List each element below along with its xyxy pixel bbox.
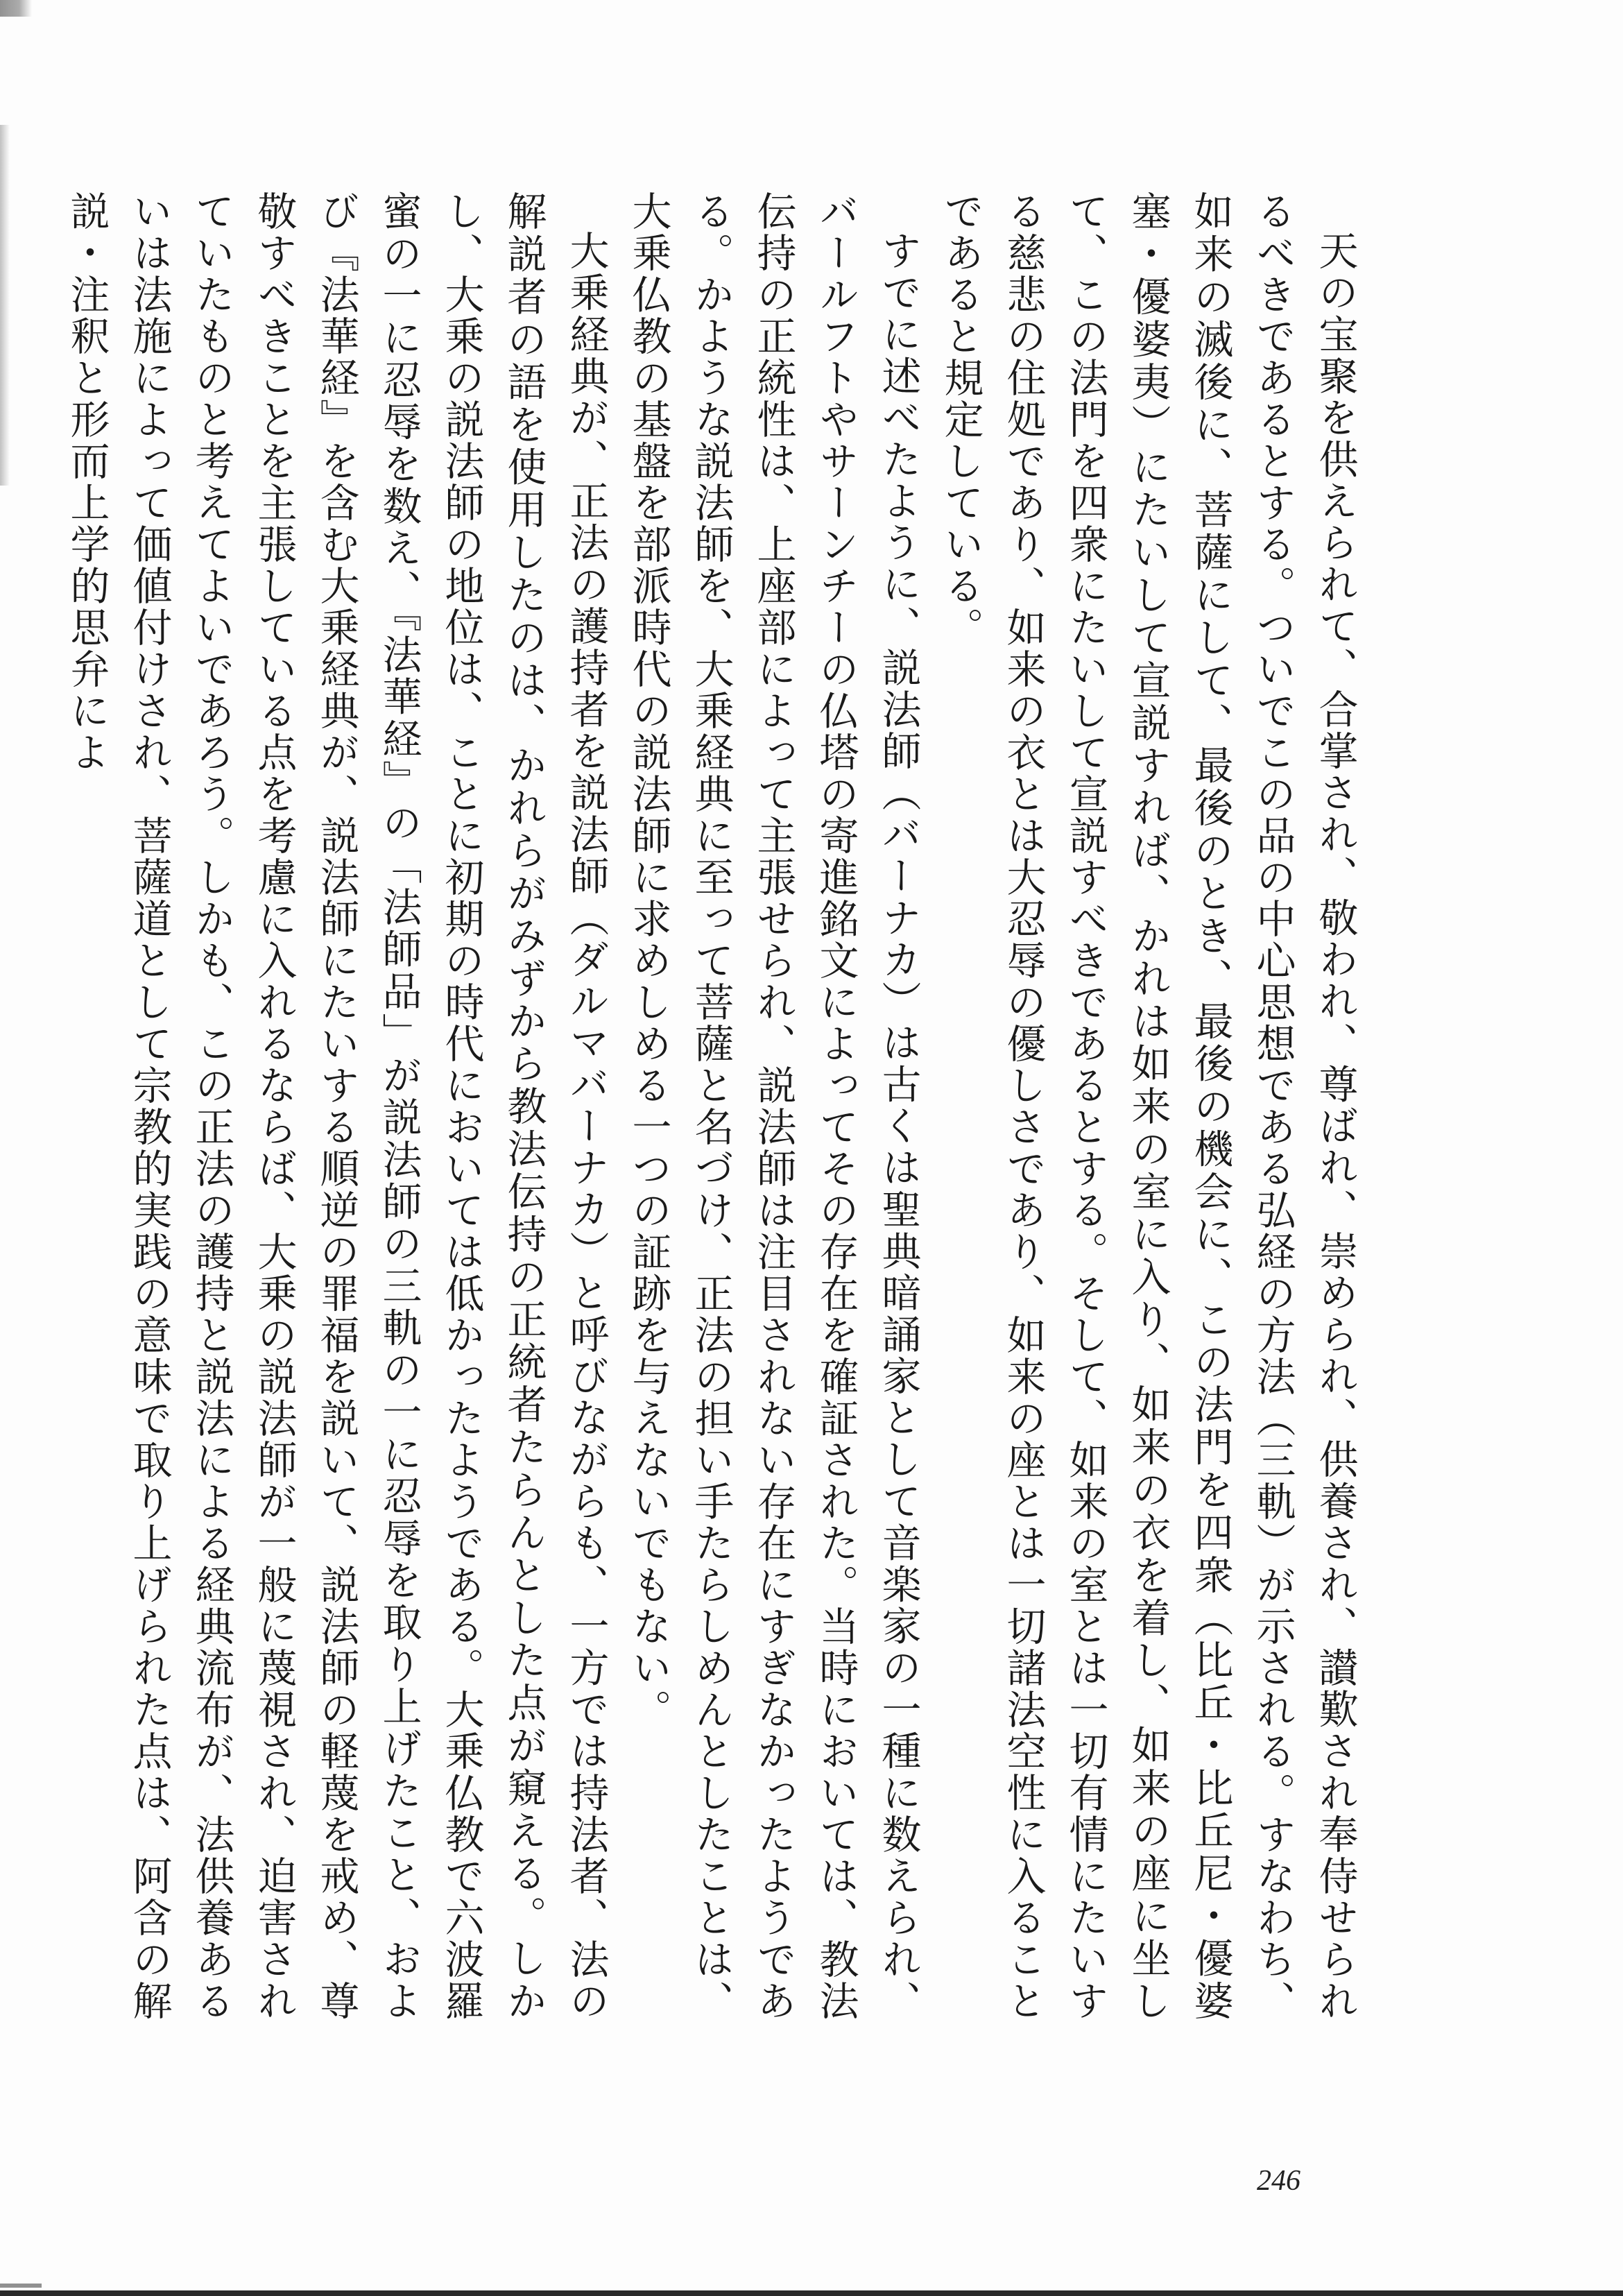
body-text (14, 191, 1366, 2022)
scan-artifact-bottom-left (0, 2284, 42, 2288)
page-number: 246 (1257, 2165, 1300, 2197)
scan-artifact-top-left (0, 0, 32, 17)
paragraph-3: 大乗経典が、正法の護持者を説法師（ダルマバーナカ）と呼びながらも、一方では持法者、法の解説者の語を使用したのは、かれらがみずから教法伝持の正統者たらんとした点が窺える。しかし、大乗の説法師の地位は、ことに初期の時代においては低かったようである。大乗仏教で六波羅蜜の一に忍辱を数え、『法華経』の「法師品」が説法師の三軌の一に忍辱を取り上げたこと、および『法華経』を含む大乗経典が、説法師にたいする順逆の罪福を説いて、説法師の軽蔑を戒め、尊敬すべきことを主張している点を考慮に入れるならば、大乗の説法師が一般に蔑視され、迫害されていたものと考えてよいであろう。しかも、この正法の護持と説法による経典流布が、法供養あるいは法施によって価値付けされ、菩薩道として宗教的実践の意味で取り上げられた点は、阿含の解説・注釈と形而上学的思弁によ (64, 191, 609, 2022)
paragraph-1: 天の宝聚を供えられて、合掌され、敬われ、尊ばれ、崇められ、供養され、讃歎され奉侍せられるべきであるとする。ついでこの品の中心思想である弘経の方法（三軌）が示される。すなわち、如来の滅後に、菩薩にして、最後のとき、最後の機会に、この法門を四衆（比丘・比丘尼・優婆塞・優婆夷）にたいして宣説すれば、かれは如来の室に入り、如来の衣を着し、如来の座に坐して、この法門を四衆にたいして宣説すべきであるとする。そして、如来の室とは一切有情にたいする慈悲の住処であり、如来の衣とは大忍辱の優しさであり、如来の座とは一切諸法空性に入ることであると規定している。 (938, 191, 1358, 2022)
paragraph-2: すでに述べたように、説法師（バーナカ）は古くは聖典暗誦家として音楽家の一種に数えられ、バールフトやサーンチーの仏塔の寄進銘文によってその存在を確証された。当時においては、教法伝持の正統性は、上座部によって主張せられ、説法師は注目されない存在にすぎなかったようである。かような説法師を、大乗経典に至って菩薩と名づけ、正法の担い手たらしめんとしたことは、大乗仏教の基盤を部派時代の説法師に求めしめる一つの証跡を与えないでもない。 (626, 191, 921, 2022)
scan-artifact-left-edge (0, 125, 10, 486)
scan-artifact-bottom-edge (0, 2290, 1623, 2296)
